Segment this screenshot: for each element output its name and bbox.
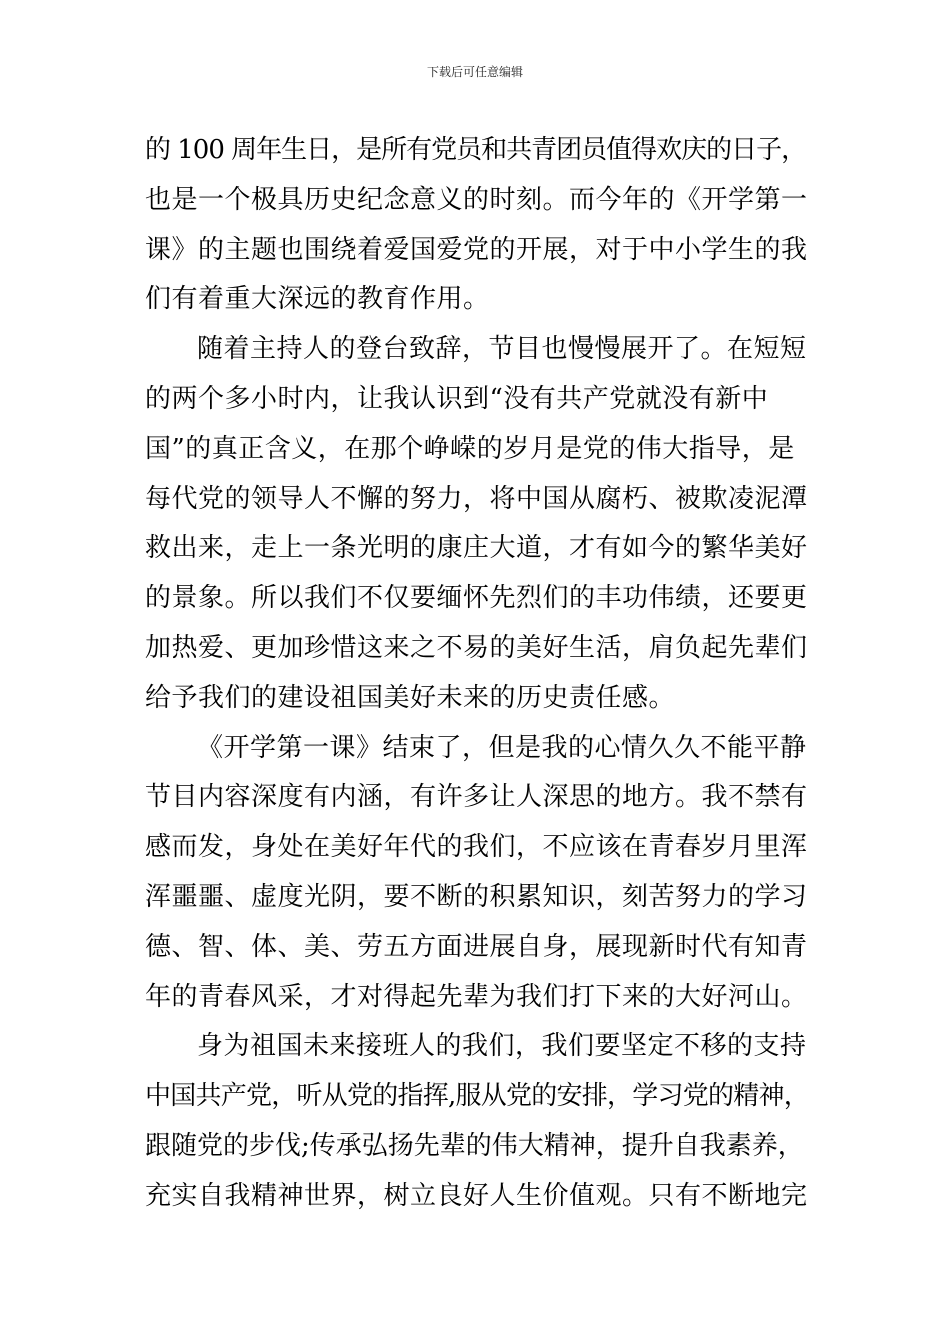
text-line: 身为祖国未来接班人的我们，我们要坚定不移的支持 — [197, 1031, 807, 1062]
text-line: 给予我们的建设祖国美好未来的历史责任感。 — [145, 682, 676, 713]
text-line: 课》的主题也围绕着爱国爱党的开展，对于中小学生的我 — [145, 234, 808, 265]
text-line: 也是一个极具历史纪念意义的时刻。而今年的《开学第一 — [145, 184, 808, 215]
text-line: 中国共产党，听从党的指挥,服从党的安排，学习党的精神， — [145, 1081, 810, 1112]
text-line: 《开学第一课》结束了，但是我的心情久久不能平静 — [197, 732, 807, 763]
text-line: 加热爱、更加珍惜这来之不易的美好生活，肩负起先辈们 — [145, 632, 808, 663]
text-line: 德、智、体、美、劳五方面进展自身，展现新时代有知青 — [145, 931, 808, 962]
text-line: 跟随党的步伐;传承弘扬先辈的伟大精神，提升自我素养， — [145, 1130, 804, 1161]
text-line: 的景象。所以我们不仅要缅怀先烈们的丰功伟绩，还要更 — [145, 583, 808, 614]
text-line: 的两个多小时内，让我认识到“没有共产党就没有新中 — [145, 383, 769, 414]
text-line: 国”的真正含义，在那个峥嵘的岁月是党的伟大指导，是 — [145, 433, 795, 464]
text-line: 充实自我精神世界，树立良好人生价值观。只有不断地完 — [145, 1180, 808, 1211]
text-line: 感而发，身处在美好年代的我们，不应该在青春岁月里浑 — [145, 832, 808, 863]
text-line: 的 100 周年生日，是所有党员和共青团员值得欢庆的日子， — [145, 135, 807, 165]
text-line: 年的青春风采，才对得起先辈为我们打下来的大好河山。 — [145, 981, 808, 1012]
text-line: 救出来，走上一条光明的康庄大道，才有如今的繁华美好 — [145, 533, 808, 564]
document-body — [145, 126, 809, 1222]
page-header: 下载后可任意编辑 — [426, 65, 523, 79]
text-line: 节目内容深度有内涵，有许多让人深思的地方。我不禁有 — [145, 782, 808, 813]
text-line: 每代党的领导人不懈的努力，将中国从腐朽、被欺凌泥潭 — [145, 483, 808, 514]
text-line: 们有着重大深远的教育作用。 — [145, 284, 490, 315]
text-line: 浑噩噩、虚度光阴，要不断的积累知识，刻苦努力的学习 — [145, 881, 808, 912]
text-line: 随着主持人的登台致辞，节目也慢慢展开了。在短短 — [197, 334, 807, 365]
